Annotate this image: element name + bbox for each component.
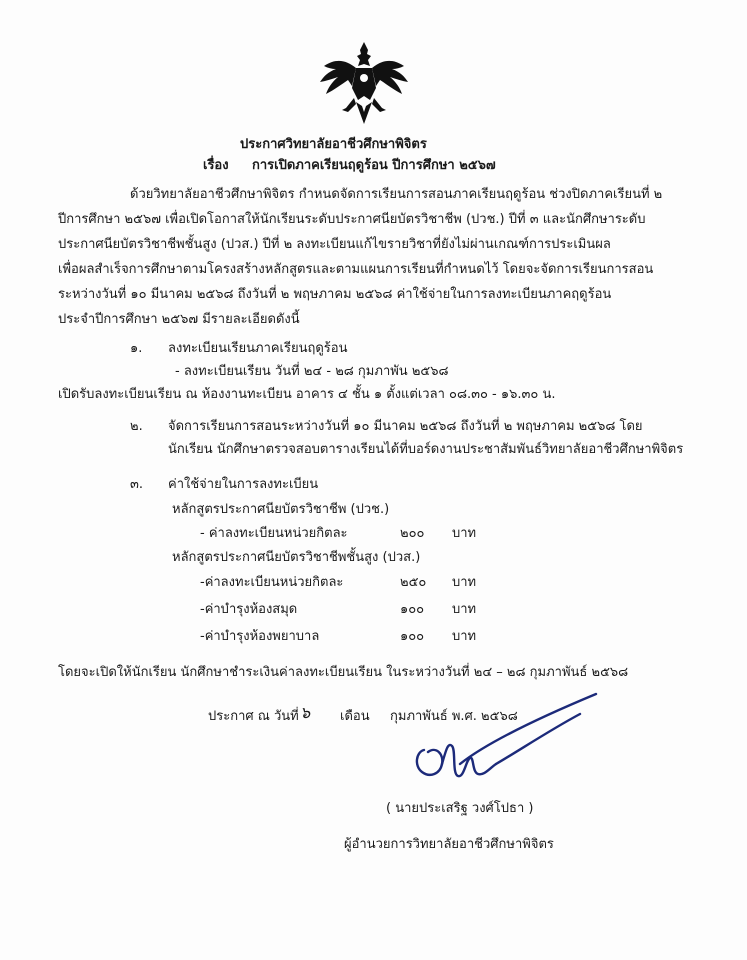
subject-text: การเปิดภาคเรียนฤดูร้อน ปีการศึกษา ๒๕๖๗ (252, 158, 496, 173)
intro-line-6: ประจำปีการศึกษา ๒๕๖๗ มีรายละเอียดดังนี้ (58, 312, 300, 327)
item-1-detail: เปิดรับลงทะเบียนเรียน ณ ห้องงานทะเบียน อาคาร ๔ ชั้น ๑ ตั้งแต่เวลา ๐๘.๓๐ - ๑๖.๓๐ น. (58, 387, 556, 402)
fee-label: -ค่าบำรุงห้องสมุด (200, 602, 298, 617)
fee-group-heading: หลักสูตรประกาศนียบัตรวิชาชีพชั้นสูง (ปวส.) (172, 550, 421, 565)
item-1-number: ๑. (130, 341, 143, 356)
fee-group-heading: หลักสูตรประกาศนียบัตรวิชาชีพ (ปวช.) (172, 502, 390, 517)
payment-note: โดยจะเปิดให้นักเรียน นักศึกษาชำระเงินค่าลงทะเบียนเรียน ในระหว่างวันที่ ๒๔ – ๒๘ กุมภาพันธ์ ๒๕๖๘ (58, 665, 629, 680)
item-3-number: ๓. (130, 477, 144, 492)
fee-label: -ค่าลงทะเบียนหน่วยกิตละ (200, 575, 344, 590)
fee-unit: บาท (452, 629, 477, 644)
fee-label: - ค่าลงทะเบียนหน่วยกิตละ (200, 526, 348, 541)
fee-unit: บาท (452, 526, 477, 541)
item-1-sub: - ลงทะเบียนเรียน วันที่ ๒๔ - ๒๘ กุมภาพัน ๒๕๖๘ (175, 364, 449, 379)
fee-amount: ๒๐๐ (400, 526, 425, 541)
announce-day: ๖ (300, 703, 311, 722)
item-2-line-2: นักเรียน นักศึกษาตรวจสอบตารางเรียนได้ที่บอร์ดงานประชาสัมพันธ์วิทยาลัยอาชีวศึกษาพิจิตร (168, 442, 684, 457)
intro-line-1: ด้วยวิทยาลัยอาชีวศึกษาพิจิตร กำหนดจัดการเรียนการสอนภาคเรียนฤดูร้อน ช่วงปิดภาคเรียนที่ ๒ (130, 187, 663, 202)
item-2-line-1: จัดการเรียนการสอนระหว่างวันที่ ๑๐ มีนาคม ๒๕๖๘ ถึงวันที่ ๒ พฤษภาคม ๒๕๖๘ โดย (168, 419, 643, 434)
garuda-emblem (316, 38, 412, 128)
announce-month-label: เดือน (340, 709, 370, 724)
fee-amount: ๑๐๐ (400, 629, 425, 644)
fee-unit: บาท (452, 602, 477, 617)
intro-line-3: ประกาศนียบัตรวิชาชีพชั้นสูง (ปวส.) ปีที่ ๒ ลงทะเบียนแก้ไขรายวิชาที่ยังไม่ผ่านเกณฑ์การประเมินผล (58, 237, 611, 252)
item-2-number: ๒. (130, 419, 143, 434)
item-3-title: ค่าใช้จ่ายในการลงทะเบียน (168, 477, 319, 492)
subject-label: เรื่อง (203, 158, 229, 173)
intro-line-2: ปีการศึกษา ๒๕๖๗ เพื่อเปิดโอกาสให้นักเรียนระดับประกาศนียบัตรวิชาชีพ (ปวช.) ปีที่ ๓ และนักศึกษาระดับ (58, 212, 646, 227)
announcement-title: ประกาศวิทยาลัยอาชีวศึกษาพิจิตร (240, 137, 427, 152)
signatory-position: ผู้อำนวยการวิทยาลัยอาชีวศึกษาพิจิตร (344, 837, 554, 852)
fee-amount: ๑๐๐ (400, 602, 425, 617)
announce-month-year: กุมภาพันธ์ พ.ศ. ๒๕๖๘ (390, 709, 518, 724)
signature (400, 690, 600, 790)
fee-label: -ค่าบำรุงห้องพยาบาล (200, 629, 320, 644)
intro-line-5: ระหว่างวันที่ ๑๐ มีนาคม ๒๕๖๘ ถึงวันที่ ๒ พฤษภาคม ๒๕๖๘ ค่าใช้จ่ายในการลงทะเบียนภาคฤดูร้อน (58, 287, 612, 302)
announce-prefix: ประกาศ ณ วันที่ (208, 709, 299, 724)
fee-amount: ๒๕๐ (400, 575, 427, 590)
signatory-name: ( นายประเสริฐ วงศ์โปธา ) (386, 801, 534, 816)
intro-line-4: เพื่อผลสำเร็จการศึกษาตามโครงสร้างหลักสูตรและตามแผนการเรียนที่กำหนดไว้ โดยจะจัดการเรียนการสอน (58, 262, 654, 277)
fee-unit: บาท (452, 575, 477, 590)
item-1-title: ลงทะเบียนเรียนภาคเรียนฤดูร้อน (168, 341, 348, 356)
